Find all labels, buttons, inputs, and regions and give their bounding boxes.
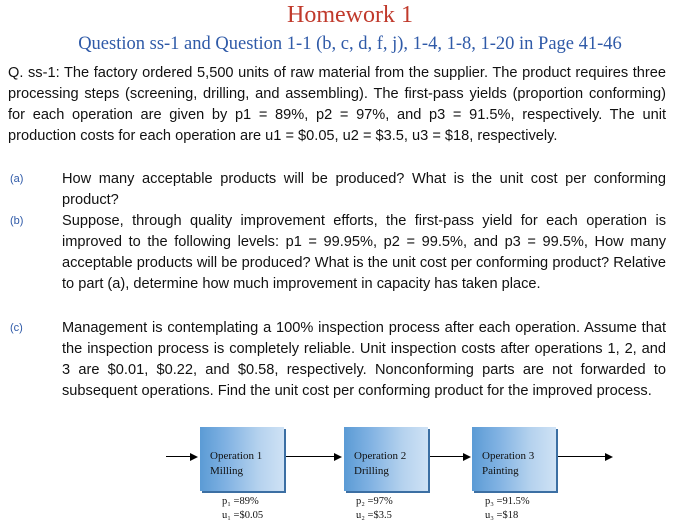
- part-b-marker: (b): [10, 215, 24, 227]
- operation-2-params: [356, 495, 393, 523]
- operation-2-name: Operation 2: [354, 450, 407, 462]
- operation-3-name: Operation 3: [482, 450, 535, 462]
- operation-1-yield: p₁ =89%: [222, 496, 259, 507]
- flow-arrowhead-2-3: [463, 453, 471, 461]
- homework-title: Homework 1: [287, 2, 413, 28]
- flow-arrowhead-1-2: [334, 453, 342, 461]
- operation-3-yield: p₃ =91.5%: [485, 496, 530, 507]
- flow-arrow-2-3: [430, 456, 465, 457]
- operation-3-params: [485, 495, 530, 523]
- process-flow-diagram: [0, 425, 700, 525]
- operation-2-yield: p₂ =97%: [356, 496, 393, 507]
- operation-3-cost: u₃ =$18: [485, 510, 519, 521]
- operation-2-process: Drilling: [354, 465, 389, 477]
- flow-arrowhead-in: [190, 453, 198, 461]
- flow-arrowhead-out: [605, 453, 613, 461]
- part-c-text: Management is contemplating a 100% inspection process after each operation. Assume that the inspection process is completely reliable. Unit inspection costs after operations 1, 2, and 3 are $0.01, $0.22, and $0.58, respectively. Nonconforming parts are not forwarded to subsequent operations. Find the unit cost per conforming product for the improved process.: [62, 320, 666, 399]
- question-part-c: [8, 318, 666, 402]
- part-a-marker: (a): [10, 173, 24, 185]
- operation-1-box: [200, 427, 284, 491]
- operation-1-params: [222, 495, 263, 523]
- operation-1-cost: u₁ =$0.05: [222, 510, 264, 521]
- part-c-marker: (c): [10, 322, 23, 334]
- operation-1-process: Milling: [210, 465, 244, 477]
- question-part-a: [8, 169, 666, 211]
- operation-2-cost: u₂ =$3.5: [356, 510, 392, 521]
- operation-3-process: Painting: [482, 465, 519, 477]
- part-a-text: How many acceptable products will be produced? What is the unit cost per conforming product?: [62, 171, 666, 208]
- question-intro: Q. ss-1: The factory ordered 5,500 units of raw material from the supplier. The product requires three processing steps (screening, drilling, and assembling). The first-pass yields (proportion conforming) for each operation are given by p1 = 89%, p2 = 97%, and p3 = 91.5%, respectively. The unit production costs for each operation are u1 = $0.05, u2 = $3.5, u3 = $18, respectively.: [8, 65, 666, 144]
- part-b-text: Suppose, through quality improvement efforts, the first-pass yield for each operation is improved to the following levels: p1 = 99.95%, p2 = 99.5%, and p3 = 99.5%, How many acceptable products will be produced? What is the unit cost per conforming product? Relative to part (a), determine how much improvement in capacity has taken place.: [62, 213, 666, 292]
- flow-arrow-in: [166, 456, 192, 457]
- flow-arrow-out: [557, 456, 607, 457]
- operation-2-box: [344, 427, 428, 491]
- question-part-b: [8, 211, 666, 295]
- operation-1-name: Operation 1: [210, 450, 263, 462]
- flow-arrow-1-2: [286, 456, 336, 457]
- operation-3-box: [472, 427, 556, 491]
- assignment-subtitle: Question ss-1 and Question 1-1 (b, c, d, f, j), 1-4, 1-8, 1-20 in Page 41-46: [78, 34, 622, 54]
